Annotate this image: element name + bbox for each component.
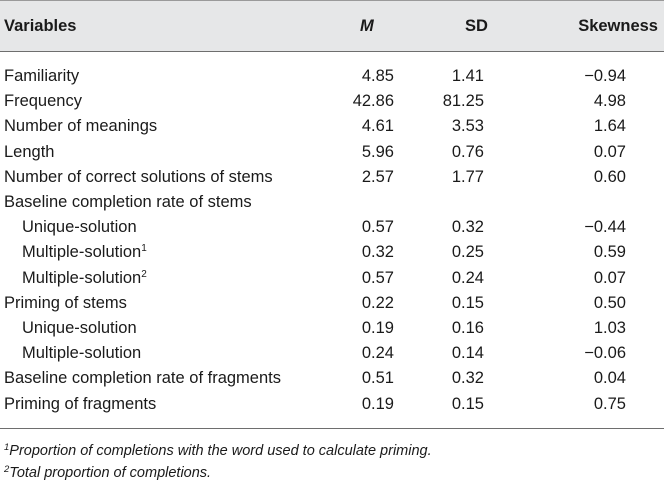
row-skew-value: 0.07 (593, 143, 626, 161)
row-label (4, 394, 156, 414)
header-skewness: Skewness (578, 17, 658, 35)
row-skew-value: 0.04 (593, 369, 626, 387)
row-label-text: Length (4, 143, 55, 161)
row-skew-value: 0.60 (593, 168, 626, 186)
row-label (4, 167, 273, 187)
row-sd-value: 0.15 (451, 294, 484, 312)
row-skew-value: −0.44 (584, 218, 626, 236)
footnote-mark: 2 (4, 464, 10, 475)
header-m: M (360, 17, 374, 35)
row-skew-value: 1.03 (593, 319, 626, 337)
row-m-value: 0.24 (361, 344, 394, 362)
row-label-text: Frequency (4, 92, 82, 110)
row-skew-value: 0.50 (593, 294, 626, 312)
row-label (4, 293, 127, 313)
row-label-text: Unique-solution (22, 218, 137, 236)
row-sd-value: 0.32 (451, 369, 484, 387)
row-skew-value: −0.06 (584, 344, 626, 362)
row-label (4, 66, 79, 86)
footnote-text: Proportion of completions with the word used to calculate priming. (9, 443, 432, 459)
row-sd-value: 0.32 (451, 218, 484, 236)
row-skew-value: 4.98 (593, 92, 626, 110)
header-sd: SD (465, 17, 488, 35)
row-footnote-mark: 1 (141, 243, 147, 254)
row-label (4, 192, 252, 212)
row-label-text: Number of meanings (4, 117, 158, 135)
header-variables: Variables (4, 17, 77, 35)
footnote-2 (4, 464, 211, 482)
row-label-text: Baseline completion rate of fragments (4, 369, 281, 387)
row-sd-value: 0.76 (451, 143, 484, 161)
row-m-value: 0.32 (361, 243, 394, 261)
row-label-text: Multiple-solution (22, 344, 142, 362)
row-label (22, 217, 137, 237)
row-skew-value: 0.59 (593, 243, 626, 261)
row-m-value: 0.19 (361, 395, 394, 413)
row-label-text: Multiple-solution (22, 243, 142, 261)
row-m-value: 0.51 (361, 369, 394, 387)
footnote-1 (4, 442, 432, 460)
footnote-mark: 1 (4, 442, 10, 453)
row-sd-value: 0.24 (451, 269, 484, 287)
row-m-value: 0.19 (361, 319, 394, 337)
row-label-text: Number of correct solutions of stems (4, 168, 273, 186)
row-sd-value: 1.77 (451, 168, 484, 186)
row-sd-value: 0.16 (451, 319, 484, 337)
row-label-text: Familiarity (4, 67, 80, 85)
row-m-value: 5.96 (361, 143, 394, 161)
row-label (4, 91, 82, 111)
row-label-text: Priming of stems (4, 294, 127, 312)
row-label (4, 142, 54, 162)
table-bottom-rule (0, 428, 664, 429)
table-header (0, 0, 664, 52)
row-label (22, 268, 147, 288)
row-label-text: Baseline completion rate of stems (4, 193, 252, 211)
row-sd-value: 3.53 (451, 117, 484, 135)
row-skew-value: 0.75 (593, 395, 626, 413)
row-m-value: 4.85 (361, 67, 394, 85)
row-m-value: 0.22 (361, 294, 394, 312)
row-skew-value: 0.07 (593, 269, 626, 287)
row-label (22, 318, 137, 338)
row-label-text: Multiple-solution (22, 269, 142, 287)
row-label (22, 242, 147, 262)
row-sd-value: 0.14 (451, 344, 484, 362)
row-label (4, 368, 281, 388)
row-label-text: Priming of fragments (4, 395, 157, 413)
row-sd-value: 1.41 (451, 67, 484, 85)
row-label (22, 343, 141, 363)
row-sd-value: 0.25 (451, 243, 484, 261)
row-sd-value: 81.25 (442, 92, 484, 110)
row-m-value: 2.57 (361, 168, 394, 186)
row-skew-value: −0.94 (584, 67, 626, 85)
row-m-value: 0.57 (361, 218, 394, 236)
row-footnote-mark: 2 (141, 269, 147, 280)
row-skew-value: 1.64 (593, 117, 626, 135)
row-m-value: 4.61 (361, 117, 394, 135)
row-m-value: 42.86 (352, 92, 394, 110)
footnote-text: Total proportion of completions. (9, 465, 212, 481)
row-label-text: Unique-solution (22, 319, 137, 337)
row-label (4, 116, 157, 136)
row-sd-value: 0.15 (451, 395, 484, 413)
row-m-value: 0.57 (361, 269, 394, 287)
